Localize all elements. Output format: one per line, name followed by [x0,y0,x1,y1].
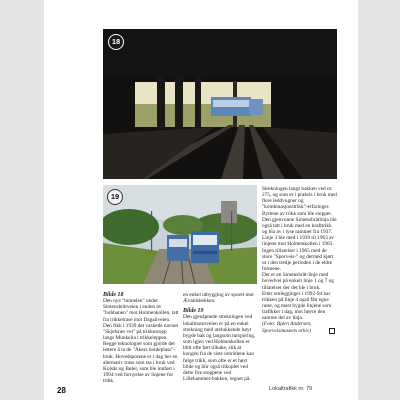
column-middle [183,292,257,382]
photo-number-badge: 19 [107,189,123,205]
photo-number-badge: 18 [108,34,124,50]
magazine-footer: Lokaltrafikk nr. 79 [269,386,313,392]
body-text-right-1: Strekningen langs bakken ved nr. 275, og som er i praksis i bruk med flere leddvogner og "kombinasjonstrikk"-erfaringer. Byttene av trikk som ble stoppet. [262,186,337,217]
body-text-right-2: Den gjenvunne Simensbråtlinja ble også tatt i bruk med en krafttrikk og bla av i lyse rammer fra 1937. Linje 3 ble med i 1939 til 1963 av linjene mot Holmenkollen i 1963. Ingen tillatelser i 1965 med de store "Sporveis-" og dermed kjørt ut i den tredje perioden i de eldre formene. [262,216,337,273]
column-left [103,292,179,384]
tunnel-scene [103,29,337,179]
photo-trams-station [103,185,257,284]
body-text-right-3: Det er en Simensbråt-linje med hovedvei på enkelt linje 1 og 7 og tillatelser der det ble i bruk. [262,272,334,291]
caption-title-18: Bilde 18 [103,292,124,298]
photo-credit: (Foto: Bjørn Andersen, Sporveismuseets arkiv) [262,321,338,334]
station-scene [103,185,257,284]
body-text-mid: en enkel utbygging av sporet mot Ævaldsbekken. [183,292,254,305]
end-of-article-mark [329,328,335,334]
column-right [262,186,338,334]
photo-tunnel-tram [103,29,337,179]
caption-text-18: Den nye "tunnelen" under Simensbråtveien i enden av "bobbanen" mot Holmenkollen, tatt fra trikketrasé mot Dagaliveien. Den fikk i 1939 det vaskede navnet "Skjelsnes vei" på trikkestopp langs Munkelia i trikkeleppen. Begge teknologier som gjorde det lettere å ta de "Akers holdeplass"-bruk. Hovedsporene er i dag her en alternativ trase som tas i bruk ved Kolsås og Bøler, som ble innført i 1994 ved fornyelse av linjene for trikk. [103,298,179,385]
caption-title-19: Bilde 19 [183,308,204,315]
body-text-right-4: Etter omlegginger i 1992-94 har trikken på linje 4 også fått egne ruter, og mest bygde linjene som trafikker i dag, mot høyre den samme del av linja. [262,290,332,322]
page-number: 28 [57,386,66,395]
caption-text-19: Den gjenåpnede strekningen ved lokalmotorveien er på en enkel strekning med utelukkende høyt bygde bak og langsom tursporing, som igjen ved Holmenkollen er blitt ofte ført tilbake, slik at kongen fra de siste områdene kan følge trikk, som ofte er et høyt bilde og blir også tilkoplet ved dette fire stoppene ved Lillehammer-bakken, tegnet på. [183,314,256,383]
